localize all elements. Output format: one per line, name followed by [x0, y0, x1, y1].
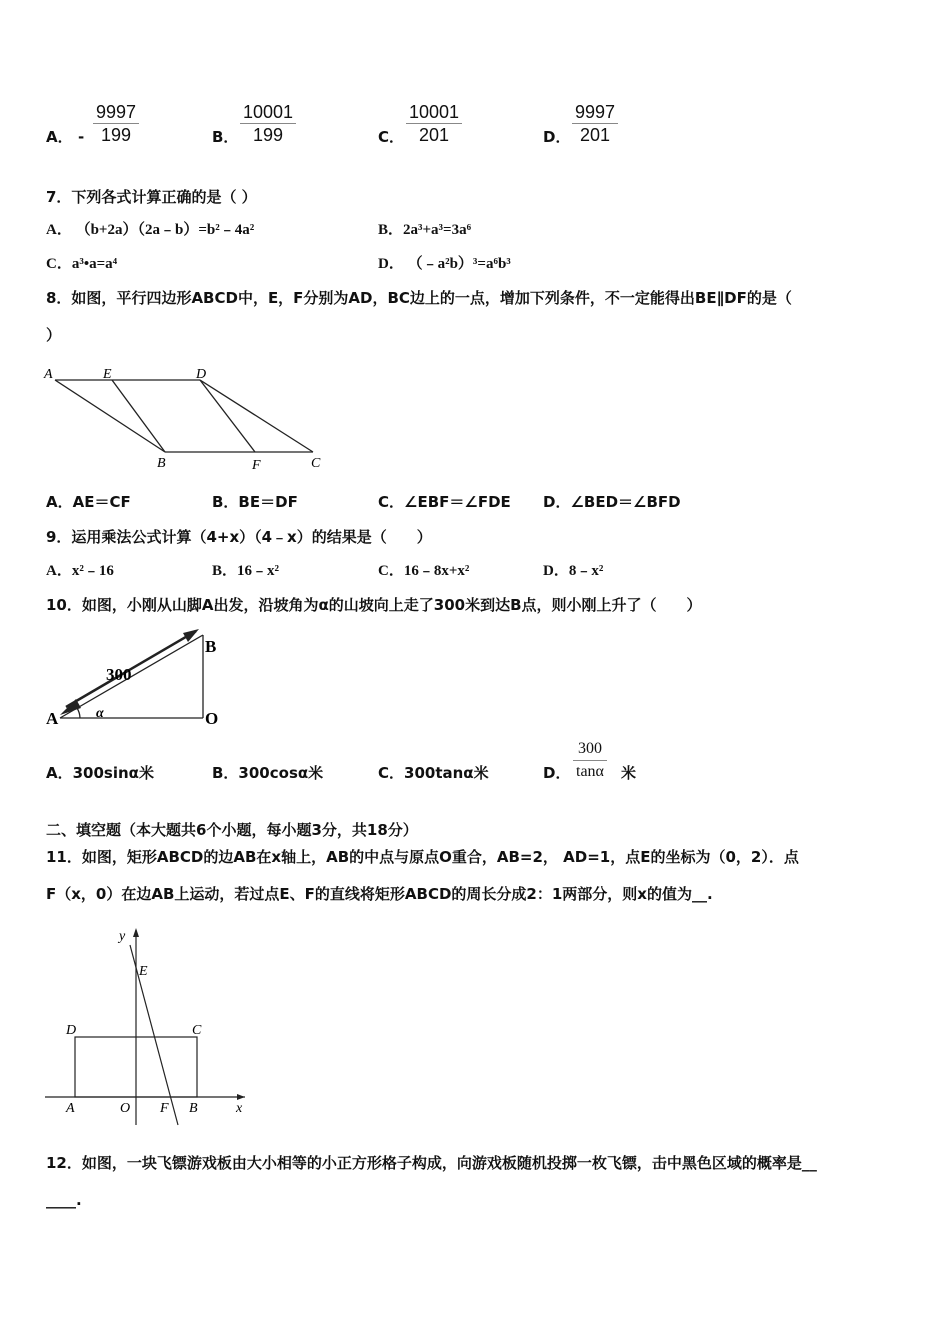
q7-option-b: B．2a³+a³=3a⁶	[378, 222, 472, 238]
q7-option-d: D． （﹣a²b）³=a⁶b³	[378, 256, 511, 272]
minus-sign: -	[78, 128, 85, 146]
numerator: 10001	[240, 101, 296, 124]
option-label: A．	[46, 128, 73, 146]
coordinate-figure	[45, 930, 245, 1125]
option-label: D．	[543, 128, 571, 146]
q10-option-c: C．300tanα米	[378, 764, 489, 782]
denominator: tanα	[576, 763, 604, 780]
label-B: B	[189, 1101, 198, 1116]
label-E: E	[103, 367, 112, 382]
q8-stem: 8．如图，平行四边形ABCD中，E，F分别为AD，BC边上的一点，增加下列条件，不一定能得出BE∥DF的是（	[46, 289, 792, 307]
q12-stem-line2: ____.	[46, 1191, 82, 1209]
label-B: B	[205, 637, 217, 656]
label-A: A	[46, 709, 59, 728]
denominator: 199	[253, 125, 284, 145]
label-F: F	[160, 1101, 169, 1116]
label-A: A	[66, 1101, 75, 1116]
denominator: 201	[580, 125, 611, 145]
label-F: F	[252, 458, 261, 473]
fraction	[406, 101, 462, 146]
section-heading: 二、填空题（本大题共6个小题，每小题3分，共18分）	[46, 821, 418, 839]
q10-stem: 10．如图，小刚从山脚A出发，沿坡角为α的山坡向上走了300米到达B点，则小刚上升了（ ）	[46, 596, 702, 614]
label-C: C	[192, 1023, 202, 1038]
fraction	[572, 101, 618, 146]
label-E: E	[139, 964, 148, 979]
q7-stem: 7．下列各式计算正确的是（ ）	[46, 188, 257, 206]
denominator: 199	[101, 125, 132, 145]
denominator: 201	[419, 125, 450, 145]
q8-option-c: C．∠EBF＝∠FDE	[378, 493, 511, 511]
x-axis-arrow-icon	[237, 1094, 245, 1100]
q11-stem-line1: 11．如图，矩形ABCD的边AB在x轴上，AB的中点与原点O重合，AB=2， AD=1，点E的坐标为（0，2）．点	[46, 848, 799, 866]
q8-option-a: A．AE＝CF	[46, 493, 131, 511]
label-length: 300	[106, 665, 132, 684]
label-B: B	[157, 456, 166, 471]
numerator: 300	[573, 738, 607, 761]
fraction	[240, 101, 296, 146]
q9-option-a: A．x²﹣16	[46, 563, 114, 579]
q12-stem-line1: 12．如图，一块飞镖游戏板由大小相等的小正方形格子构成，向游戏板随机投掷一枚飞镖，击中黑色区域的概率是__	[46, 1154, 817, 1172]
label-C: C	[311, 456, 321, 471]
numerator: 10001	[406, 101, 462, 124]
option-label: C．	[378, 128, 405, 146]
label-A: A	[44, 367, 53, 382]
q9-stem: 9．运用乘法公式计算（4+x）（4﹣x）的结果是（ ）	[46, 528, 432, 546]
label-angle: α	[96, 706, 104, 721]
q9-option-d: D．8﹣x²	[543, 563, 604, 579]
label-y: y	[119, 929, 126, 944]
label-x: x	[236, 1101, 243, 1116]
numerator: 9997	[572, 101, 618, 124]
arrow-head-icon	[60, 699, 81, 715]
label-O: O	[205, 709, 219, 728]
q9-option-c: C．16﹣8x+x²	[378, 563, 470, 579]
label-D: D	[196, 367, 207, 382]
q9-option-b: B．16﹣x²	[212, 563, 280, 579]
fraction	[93, 101, 139, 146]
label-D: D	[66, 1023, 77, 1038]
unit: 米	[621, 764, 637, 782]
q8-stem-end: ）	[46, 326, 62, 344]
q10-option-a: A．300sinα米	[46, 764, 154, 782]
q8-option-b: B．BE＝DF	[212, 493, 298, 511]
fraction	[573, 738, 607, 783]
q7-option-a: A． （b+2a）（2a﹣b）=b²﹣4a²	[46, 222, 255, 238]
numerator: 9997	[93, 101, 139, 124]
y-axis-arrow-icon	[133, 928, 139, 937]
label-O: O	[120, 1101, 131, 1116]
q7-option-c: C．a³•a=a⁴	[46, 256, 118, 272]
option-label: D．	[543, 764, 571, 782]
option-label: B．	[212, 128, 239, 146]
slope-figure	[60, 631, 203, 718]
arrow-head-icon	[183, 629, 199, 642]
q8-option-d: D．∠BED＝∠BFD	[543, 493, 681, 511]
q10-option-b: B．300cosα米	[212, 764, 324, 782]
q11-stem-line2: F（x，0）在边AB上运动，若过点E、F的直线将矩形ABCD的周长分成2：1两部分，则x的值为__.	[46, 885, 713, 903]
